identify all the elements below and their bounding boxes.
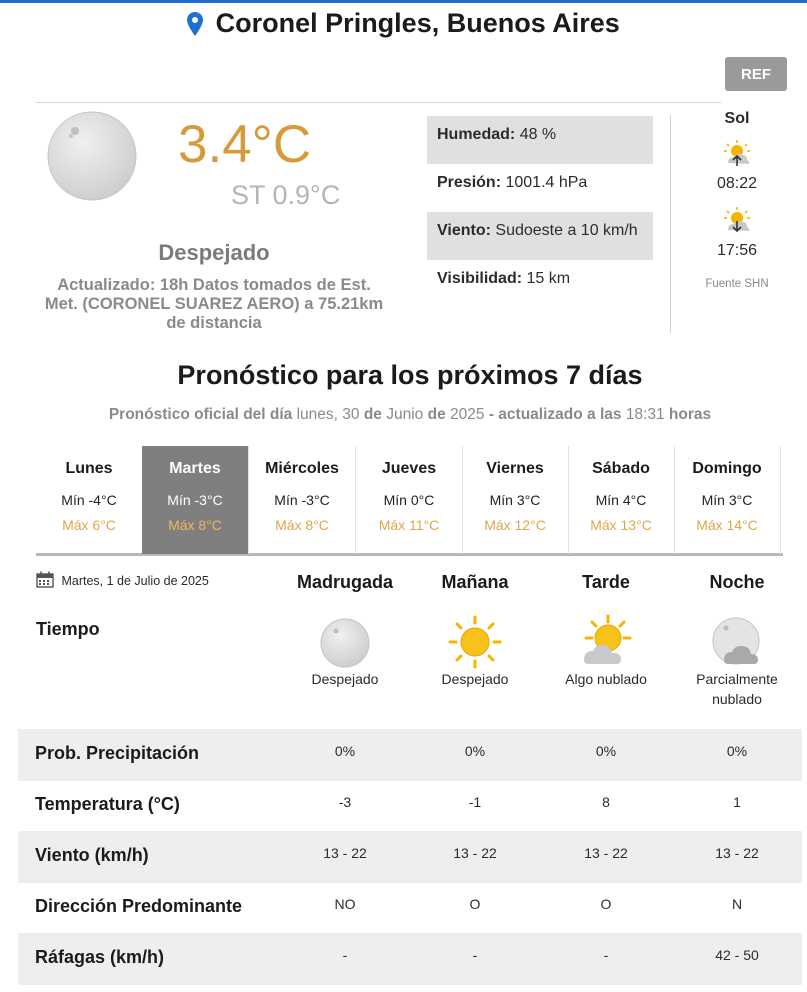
day-min: Mín 4°C [595, 492, 647, 508]
cell: 0% [595, 743, 617, 759]
condition-manana: Despejado [441, 671, 509, 687]
sun-title: Sol [724, 110, 750, 127]
table-row [18, 729, 802, 781]
day-name: Martes [169, 460, 221, 477]
cell: - [342, 947, 348, 963]
day-min: Mín 3°C [489, 492, 541, 508]
cell: O [469, 896, 481, 912]
visibility-label: Visibilidad: [437, 270, 523, 287]
subtitle-text: Pronóstico oficial del día [108, 406, 293, 423]
cell: 13 - 22 [715, 845, 759, 861]
sunset-time: 17:56 [716, 242, 758, 259]
period-noche: Noche [709, 572, 765, 592]
cell: - [603, 947, 609, 963]
subtitle-de: de [363, 406, 382, 423]
day-name: Lunes [65, 460, 113, 477]
cell: 0% [334, 743, 356, 759]
condition-noche: Parcialmente nublado [696, 671, 778, 707]
cell: O [600, 896, 612, 912]
cell: -3 [338, 794, 352, 810]
day-max: Máx 8°C [275, 517, 329, 533]
sun-source: Fuente SHN [705, 278, 769, 290]
tab-day-lunes[interactable] [36, 446, 143, 554]
row-label: Ráfagas (km/h) [35, 947, 165, 967]
divider [36, 102, 721, 103]
wind-value: Sudoeste a 10 km/h [495, 222, 638, 239]
period-manana: Mañana [441, 572, 509, 592]
condition-tarde: Algo nublado [565, 671, 647, 687]
day-name: Jueves [381, 460, 437, 477]
day-max: Máx 14°C [696, 517, 758, 533]
day-max: Máx 6°C [62, 517, 116, 533]
table-row [18, 882, 802, 934]
pressure-label: Presión: [437, 174, 502, 191]
divider [670, 115, 671, 333]
cell: NO [334, 896, 356, 912]
feels-like: ST 0.9°C [231, 180, 341, 210]
row-label: Viento (km/h) [35, 845, 149, 865]
subtitle-month: Junio [386, 406, 424, 423]
cell: -1 [468, 794, 482, 810]
location-header [0, 8, 807, 39]
tab-day-viernes[interactable] [462, 446, 569, 554]
cell: 13 - 22 [323, 845, 367, 861]
selected-date-text: Martes, 1 de Julio de 2025 [61, 574, 209, 588]
tiempo-label: Tiempo [36, 619, 100, 639]
pressure-row [427, 164, 653, 212]
visibility-row [427, 260, 653, 308]
ref-button[interactable]: REF [725, 57, 787, 91]
cell: 13 - 22 [453, 845, 497, 861]
cell: 1 [733, 794, 741, 810]
calendar-icon [36, 571, 54, 588]
day-min: Mín 3°C [701, 492, 753, 508]
row-label: Temperatura (°C) [35, 794, 180, 814]
day-min: Mín -3°C [167, 492, 223, 508]
day-name: Sábado [592, 460, 650, 477]
cell: 13 - 22 [584, 845, 628, 861]
tab-day-miercoles[interactable] [249, 446, 356, 554]
clear-night-moon-icon [46, 110, 138, 202]
day-name: Viernes [486, 460, 544, 477]
sun-cloud-icon [576, 614, 636, 670]
period-tarde: Tarde [582, 572, 630, 592]
day-name: Miércoles [265, 460, 339, 477]
cell: 0% [726, 743, 748, 759]
day-min: Mín -4°C [61, 492, 117, 508]
forecast-title: Pronóstico para los próximos 7 días [177, 360, 643, 390]
city-title: Coronel Pringles, Buenos Aires [215, 8, 620, 38]
humidity-value: 48 % [519, 126, 557, 143]
current-temperature: 3.4°C [178, 115, 312, 174]
visibility-value: 15 km [526, 270, 571, 287]
top-accent-bar [0, 0, 807, 3]
updated-info: Actualizado: 18h Datos tomados de Est. Met. (CORONEL SUAREZ AERO) a 75.21km de distancia [44, 276, 384, 332]
subtitle-day: lunes, 30 [296, 406, 360, 423]
cell: - [472, 947, 478, 963]
sunset-icon [722, 206, 752, 236]
location-pin-icon [187, 12, 203, 36]
tab-day-sabado[interactable] [568, 446, 675, 554]
day-tabs [36, 446, 783, 556]
subtitle-updated: - actualizado a las [488, 406, 622, 423]
moon-icon [315, 614, 375, 670]
table-row [18, 933, 802, 985]
cell: 0% [464, 743, 486, 759]
day-max: Máx 11°C [378, 517, 440, 533]
day-max: Máx 12°C [484, 517, 546, 533]
day-max: Máx 8°C [168, 517, 222, 533]
table-row [18, 831, 802, 883]
subtitle-de: de [427, 406, 446, 423]
moon-cloud-icon [706, 614, 766, 670]
current-condition: Despejado [158, 240, 270, 265]
tab-day-domingo[interactable] [674, 446, 781, 554]
day-min: Mín -3°C [274, 492, 330, 508]
day-min: Mín 0°C [383, 492, 435, 508]
wind-row [427, 212, 653, 260]
table-row [18, 780, 802, 832]
row-label: Prob. Precipitación [35, 743, 200, 763]
pressure-value: 1001.4 hPa [505, 174, 588, 191]
sun-icon [445, 614, 505, 670]
subtitle-year: 2025 [450, 406, 485, 423]
selected-date [36, 571, 209, 588]
cell: N [731, 896, 743, 912]
row-label: Dirección Predominante [35, 896, 243, 916]
subtitle-time: 18:31 [625, 406, 665, 423]
humidity-row [427, 116, 653, 164]
subtitle-hours: horas [668, 406, 712, 423]
period-madrugada: Madrugada [296, 572, 393, 592]
sunrise-time: 08:22 [716, 175, 758, 192]
day-name: Domingo [692, 460, 762, 477]
tab-day-jueves[interactable] [356, 446, 463, 554]
day-max: Máx 13°C [590, 517, 652, 533]
tab-day-martes[interactable] [142, 446, 249, 554]
sunrise-icon [722, 139, 752, 169]
condition-madrugada: Despejado [311, 671, 379, 687]
cell: 8 [602, 794, 610, 810]
forecast-subtitle [0, 406, 807, 424]
wind-label: Viento: [437, 222, 491, 239]
cell: 42 - 50 [715, 947, 759, 963]
humidity-label: Humedad: [437, 126, 516, 143]
